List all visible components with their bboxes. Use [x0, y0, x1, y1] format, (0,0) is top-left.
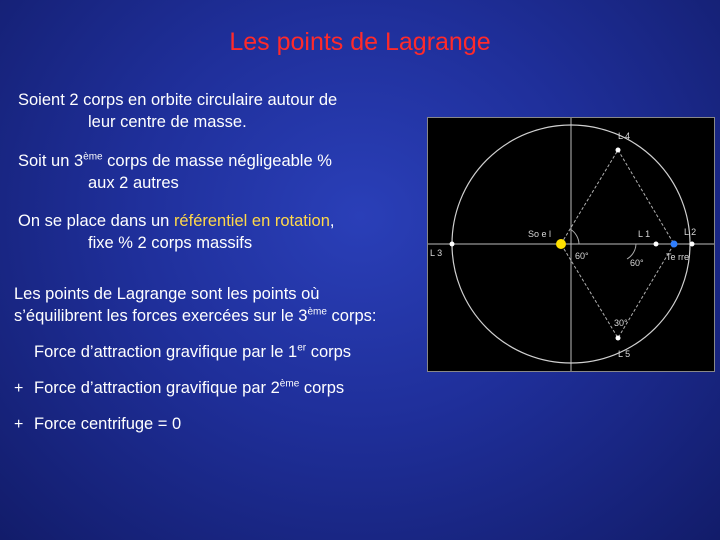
label-angle-l4: 30° [614, 318, 628, 328]
earth-point [671, 241, 678, 248]
force-item-3 [34, 415, 181, 434]
label-l4: L 4 [618, 131, 631, 141]
paragraph-two-bodies [18, 89, 337, 133]
l3-point [450, 242, 455, 247]
p4-line2-pre: s’équilibrent les forces exercées sur le 3 [14, 307, 308, 325]
sun-point [556, 239, 566, 249]
l2-point [690, 242, 695, 247]
label-l2: L 2 [684, 227, 697, 237]
lagrange-diagram-svg [428, 118, 714, 371]
paragraph-rotating-frame [18, 210, 334, 254]
p2-pre: Soit un 3 [18, 152, 84, 170]
p3-line2: fixe % 2 corps massifs [88, 234, 253, 252]
p3-post: , [329, 212, 335, 230]
force-1-post: corps [306, 343, 352, 361]
paragraph-third-body [18, 150, 332, 194]
force-1-sup: er [297, 342, 307, 354]
p3-pre: On se place dans un [18, 212, 174, 230]
force-item-2 [34, 379, 344, 398]
label-l1: L 1 [638, 229, 651, 239]
p4-line1: Les points de Lagrange sont les points où [14, 285, 320, 303]
l1-point [654, 242, 659, 247]
force-2-post: corps [299, 379, 345, 397]
p3-highlight: référentiel en rotation [173, 212, 330, 230]
force-1-text: Force d’attraction gravifique par le 1 [34, 343, 298, 361]
p2-sup: ème [83, 151, 103, 163]
force-2-text: Force d’attraction gravifique par 2 [34, 379, 280, 397]
p2-post: corps de masse négligeable % [102, 152, 332, 170]
plus-sign-2: + [14, 380, 24, 397]
paragraph-definition [14, 283, 376, 327]
p2-line2: aux 2 autres [88, 174, 179, 192]
label-l5: L 5 [618, 349, 631, 359]
label-sun: So e l [528, 229, 552, 239]
p1-line1: Soient 2 corps en orbite circulaire autour de [18, 91, 338, 109]
plus-sign-3: + [14, 416, 24, 433]
l4-point [616, 148, 621, 153]
force-2-sup: ème [279, 378, 300, 390]
label-l3: L 3 [430, 248, 443, 258]
lagrange-diagram [427, 117, 715, 372]
p4-line2-post: corps: [326, 307, 377, 325]
slide-title: Les points de Lagrange [229, 28, 491, 56]
label-earth: Te rre [666, 252, 690, 262]
p4-sup: ème [307, 306, 327, 318]
angle-arc-l1 [627, 244, 636, 259]
p1-line2: leur centre de masse. [88, 113, 247, 131]
l5-point [616, 336, 621, 341]
label-angle-l1: 60° [630, 258, 644, 268]
force-3-text: Force centrifuge = 0 [34, 415, 182, 433]
label-angle-sun: 60° [575, 251, 589, 261]
force-item-1 [34, 343, 351, 362]
